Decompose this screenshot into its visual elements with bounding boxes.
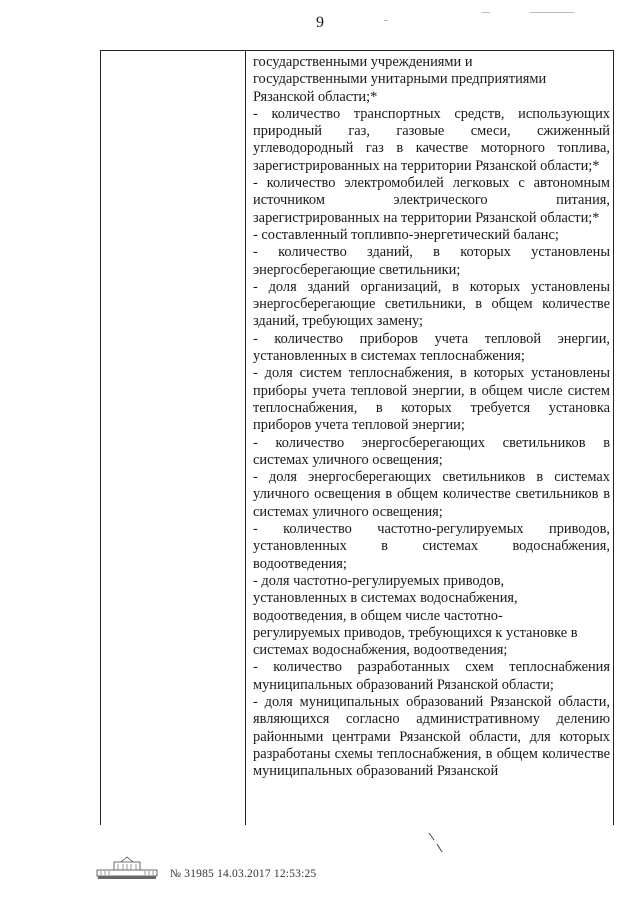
indicator-item: - количество энергосберегающих светильников в системах уличного освещения;: [253, 434, 610, 468]
registration-footer: [96, 856, 316, 880]
indicator-item: - доля муниципальных образований Рязанской области, являющихся согласно административному делению районными центрами Рязанской области, для которых разработаны схемы теплоснабжения, в общем количестве муниципальных образований Рязанской: [253, 693, 610, 780]
indicator-item: - составленный топливпо-энергетический баланс;: [253, 226, 559, 243]
indicators-cell: [253, 54, 610, 780]
page-number: 9: [316, 14, 324, 31]
stamp-logo-icon: [96, 856, 158, 880]
indicator-item: - количество разработанных схем теплоснабжения муниципальных образований Рязанской области;: [253, 659, 610, 693]
indicator-item: - количество зданий, в которых установлены энергосберегающие светильники;: [253, 244, 610, 278]
indicator-table: [100, 50, 614, 825]
indicator-item: - количество частотно-регулируемых приводов, установленных в системах водоснабжения, водоотведения;: [253, 521, 610, 572]
text-line: государственными учреждениями и: [253, 54, 473, 70]
text-line: - доля частотно-регулируемых приводов,: [253, 572, 505, 589]
text-line: государственными унитарными предприятиями: [253, 71, 547, 88]
text-line: системах водоснабжения, водоотведения;: [253, 642, 508, 659]
text-line: Рязанской области;*: [253, 88, 378, 105]
text-line: установленных в системах водоснабжения,: [253, 590, 518, 607]
indicator-item: - доля зданий организаций, в которых установлены энергосберегающие светильники, в общем количестве зданий, требующих замену;: [253, 278, 610, 330]
scan-speck: [482, 12, 490, 13]
column-divider: [245, 51, 246, 825]
indicator-item: - количество приборов учета тепловой энергии, установленных в системах теплоснабжения;: [253, 330, 610, 365]
registration-number: № 31985 14.03.2017 12:53:25: [170, 868, 317, 880]
indicator-item: - количество электромобилей легковых с автономным источником электрического питания, зарегистрированных на территории Рязанской области;*: [253, 175, 610, 226]
scan-speck: [530, 12, 574, 13]
indicator-item: - доля энергосберегающих светильников в системах уличного освещения в общем количестве светильников в системах уличного освещения;: [253, 469, 610, 520]
indicator-item: - доля систем теплоснабжения, в которых установлены приборы учета тепловой энергии, в общем числе систем теплоснабжения, в которых требуется установка приборов учета тепловой энергии;: [253, 365, 610, 434]
scan-speck: [384, 20, 388, 21]
text-line: водоотведения, в общем числе частотно-: [253, 607, 503, 624]
text-line: регулируемых приводов, требующихся к установке в: [253, 624, 578, 641]
table-cell-empty: [101, 51, 245, 825]
indicator-item: - количество транспортных средств, использующих природный газ, газовые смеси, сжиженный углеводородный газ в качестве моторного топлива, зарегистрированных на территории Рязанской области;*: [253, 105, 610, 174]
pen-mark-icon: [428, 832, 446, 854]
